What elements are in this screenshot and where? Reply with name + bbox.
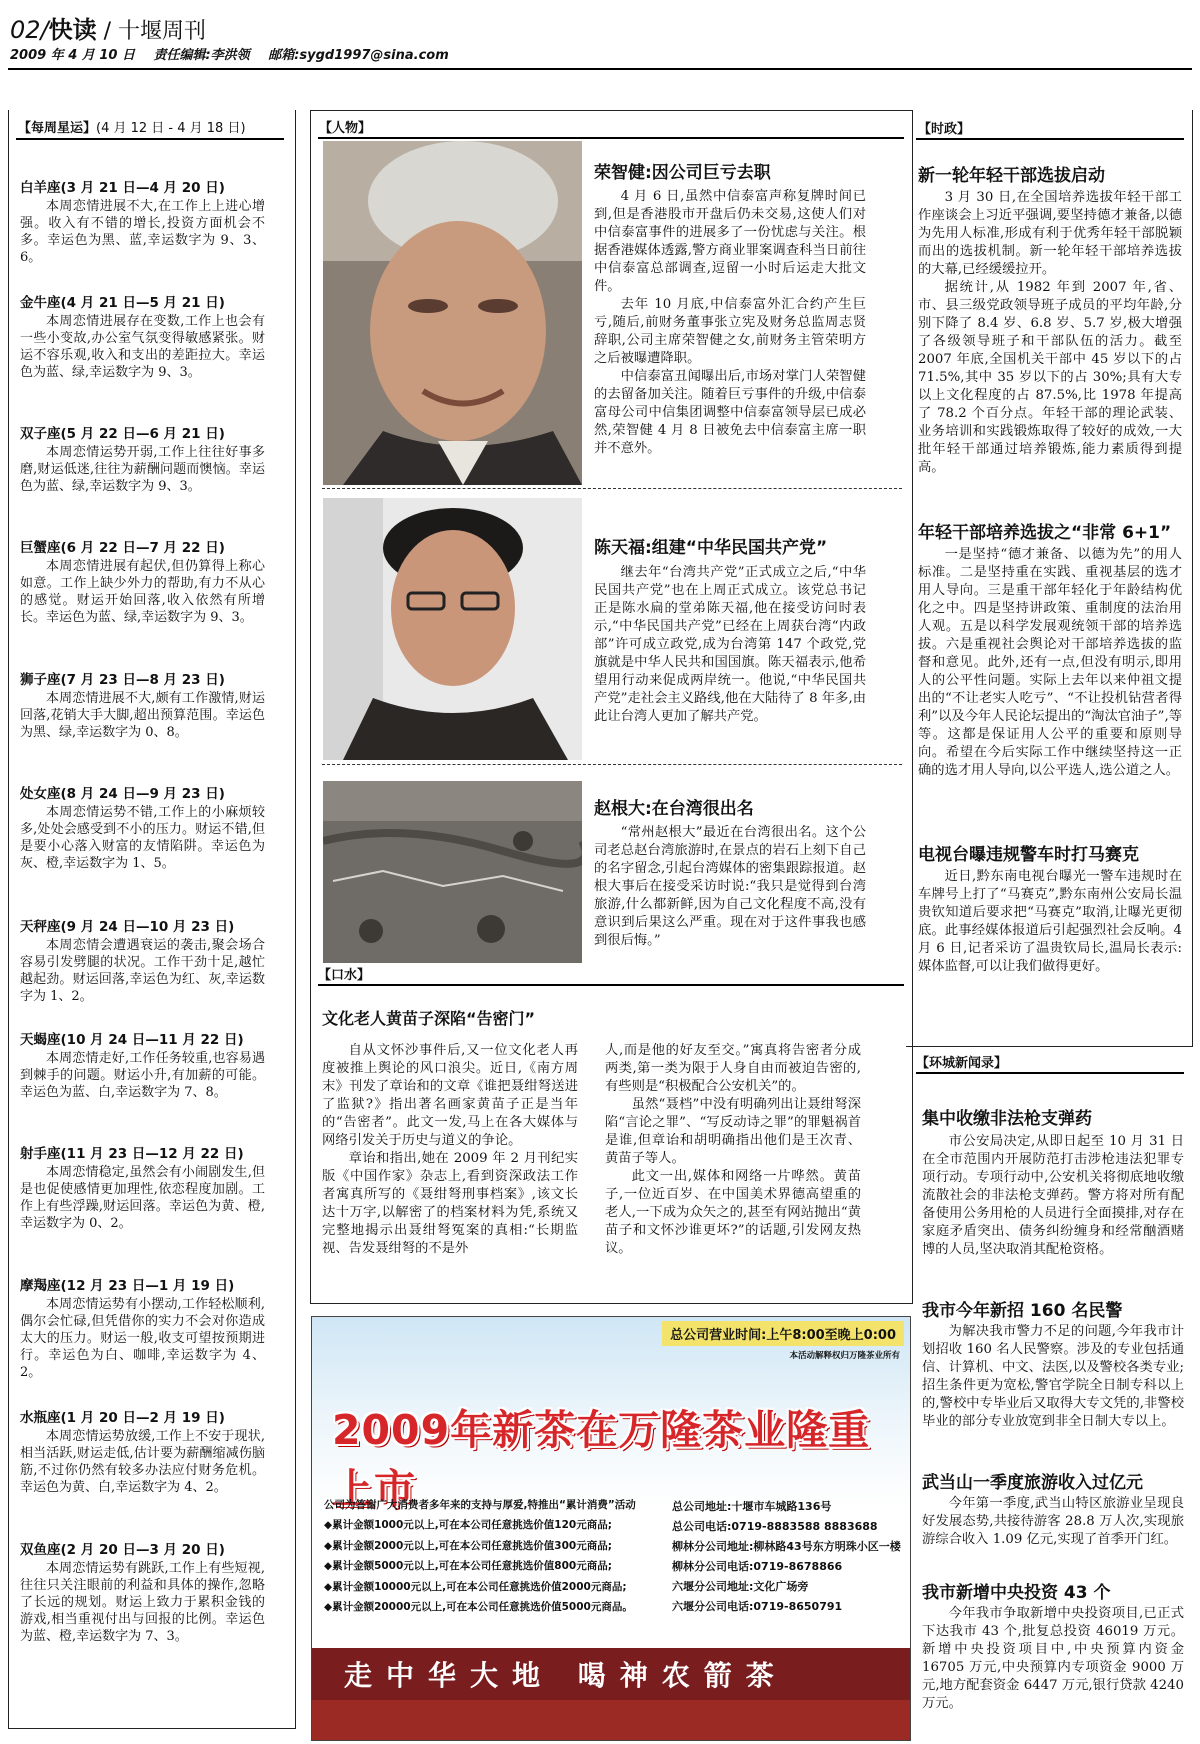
masthead <box>10 10 206 45</box>
sign-text: 本周恋情运势放缓,工作上不安于现状,相当活跃,财运走低,估计要为薪酬缩减伤脑筋,不过你仍然有较多办法应付财务危机。幸运色为黄、白,幸运数字为 4、2。 <box>20 1429 265 1495</box>
ad-tier: ◆累计金额20000元以上,可在本公司任意挑选价值5000元商品。 <box>324 1601 633 1613</box>
portrait-photo-rong <box>323 141 582 485</box>
page-number: 02/ <box>10 16 49 44</box>
paragraph: 自从文怀沙事件后,又一位文化老人再度被推上舆论的风口浪尖。近日,《南方周末》刊发了章诒和的文章《谁把聂绀弩送进了监狱?》指出著名画家黄苗子正是当年的“告密者”。此文一发,马上在各大媒体与网络引发关于历史与道义的争论。 <box>322 1043 578 1148</box>
ad-headline: 2009年新茶在万隆茶业隆重上市 <box>332 1406 871 1513</box>
issue-date: 2009 年 4 月 10 日 <box>10 48 135 63</box>
paragraph: 今年第一季度,武当山特区旅游业呈现良好发展态势,共接待游客 28.8 万人次,实现旅游综合收入 1.09 亿元,实现了首季开门红。 <box>922 1496 1184 1547</box>
paragraph: 去年 10 月底,中信泰富外汇合约产生巨亏,随后,前财务董事张立宪及财务总监周志贤辞职,公司主席荣智健之女,前财务主管荣明方之后被曝遭降职。 <box>594 297 866 366</box>
paragraph: “常州赵根大”最近在台湾很出名。这个公司老总赵台湾旅游时,在景点的岩石上刻下自己的名字留念,引起台湾媒体的密集跟踪报道。赵根大事后在接受采访时说:“我只是觉得到台湾旅游,什么都新鲜,因为自己文化程度不高,没有意识到后果这么严重。现在对于这件事我也感到很后悔。” <box>594 825 866 948</box>
city-news-label: 【环城新闻录】 <box>916 1056 1008 1071</box>
ad-address: 六堰分公司地址:文化广场旁 <box>672 1580 809 1593</box>
article-body <box>918 189 1182 477</box>
section-name: 快读 <box>48 16 97 44</box>
article-title: 赵根大:在台湾很出名 <box>594 799 754 819</box>
people-label: 【人物】 <box>319 121 372 136</box>
article-title: 我市今年新招 160 名民警 <box>922 1301 1123 1321</box>
article-title: 电视台曝违规警车时打马赛克 <box>918 845 1139 865</box>
sign-title: 摩羯座(12 月 23 日—1 月 19 日) <box>20 1278 235 1294</box>
paragraph: 一是坚持“德才兼备、以德为先”的用人标准。二是坚持重在实践、重视基层的选才用人导向。三是重干部年轻化于年龄结构优化之中。四是坚持讲政策、重制度的法治用人观。五是以科学发展观统领干部的培养选拔。六是重视社会舆论对干部培养选拔的监督和意见。此外,还有一点,但没有明示,即用人的公平性问题。实际上去年以来仲祖文提出的“不让老实人吃亏”、“不让投机钻营者得利”以及今年人民论坛提出的“淘汰官油子”,等等。这都是保证用人公平的重要和原则导向。希望在今后实际工作中继续坚持这一正确的选才用人导向,以公平选人,选公道之人。 <box>918 547 1182 778</box>
header-rule <box>8 68 1192 70</box>
dashed-divider <box>322 764 902 765</box>
sign-title: 金牛座(4 月 21 日—5 月 21 日) <box>20 295 225 311</box>
article-title: 陈天福:组建“中华民国共产党” <box>594 538 828 558</box>
paragraph: 据统计,从 1982 年到 2007 年,省、市、县三级党政领导班子成员的平均年龄,分别下降了 8.4 岁、6.8 岁、5.7 岁,极大增强了各级领导班子和干部队伍的活力。截至 2007 年底,全国机关干部中 45 岁以下的占 71.5%,其中 35 岁以下的占 30%;具有大专以上文化程度的占 87.5%,比 1978 年提高了 78.2 个百分点。年轻干部的理论武装、业务培训和实践锻炼取得了较好的成效,一大批年轻干部通过培养锻炼,能力素质得到提高。 <box>918 280 1182 475</box>
article-body <box>922 1133 1184 1259</box>
koushui-label: 【口水】 <box>318 968 371 983</box>
paragraph: 继去年“台湾共产党”正式成立之后,“中华民国共产党”也在上周正式成立。该党总书记正是陈水扁的堂弟陈天福,他在接受访问时表示,“中华民国共产党”已经在上周获台湾“内政部”许可成立政党,成为台湾第 147 个政党,党旗就是中华人民共和国国旗。陈天福表示,他希望用行动来促成两岸统一。他说,“中华民国共产党”走社会主义路线,他在大陆待了 8 年多,由此让台湾人更加了解共产党。 <box>594 565 866 724</box>
ad-address: 总公司电话:0719-8883588 8883688 <box>672 1520 878 1533</box>
sign-sagittarius <box>20 1142 265 1232</box>
sign-cancer <box>20 536 265 626</box>
sign-title: 水瓶座(1 月 20 日—2 月 19 日) <box>20 1410 225 1426</box>
ad-tier-list <box>324 1515 633 1618</box>
ad-tier: ◆累计金额5000元以上,可在本公司任意挑选价值800元商品; <box>324 1560 612 1572</box>
article-title: 荣智健:因公司巨亏去职 <box>594 163 771 183</box>
ad-address: 六堰分公司电话:0719-8650791 <box>672 1600 843 1613</box>
article-body <box>918 546 1182 780</box>
paragraph: 中信泰富丑闻曝出后,市场对掌门人荣智健的去留备加关注。随着巨亏事件的升级,中信泰富母公司中信集团调整中信泰富领导层已成必然,荣智健 4 月 8 日被免去中信泰富主席一职并不意外。 <box>594 369 866 456</box>
ad-tier: ◆累计金额1000元以上,可在本公司任意挑选价值120元商品; <box>324 1519 612 1531</box>
city-news-rule <box>916 1072 1184 1074</box>
paragraph: 市公安局决定,从即日起至 10 月 31 日在全市范围内开展防范打击涉枪违法犯罪专项行动。专项行动中,公安机关将彻底地收缴流散社会的非法枪支弹药。警方将对所有配备使用公务用枪的人员进行全面摸排,对存在家庭矛盾突出、债务纠纷缠身和经常酗酒赌博的人员,坚决取消其配枪资格。 <box>922 1134 1184 1257</box>
editor-credit: 责任编辑:李洪领 <box>153 48 250 63</box>
koushui-col-1 <box>322 1042 578 1258</box>
sign-gemini <box>20 422 265 495</box>
koushui-col-2 <box>605 1042 861 1258</box>
ad-address-list <box>672 1497 901 1617</box>
paragraph: 今年我市争取新增中央投资项目,已正式下达我市 43 个,批复总投资 46019 万元。新增中央投资项目中,中央预算内资金 16705 万元,中央预算内专项资金 9000 万元,地方配套资金 6447 万元,银行贷款 4240 万元。 <box>922 1606 1184 1711</box>
ad-intro: 公司为答谢广大消费者多年来的支持与厚爱,特推出“累计消费”活动 <box>324 1499 636 1511</box>
sign-title: 天秤座(9 月 24 日—10 月 23 日) <box>20 919 235 935</box>
sign-aquarius <box>20 1406 265 1496</box>
sign-title: 处女座(8 月 24 日—9 月 23 日) <box>20 786 225 802</box>
article-body <box>594 824 866 950</box>
horoscope-title: 【每周星运】 <box>18 121 97 136</box>
article-title: 集中收缴非法枪支弹药 <box>922 1109 1092 1129</box>
sign-text: 本周恋情进展不大,在工作上上进心增强。收入有不错的增长,投资方面机会不多。幸运色为黑、蓝,幸运数字为 9、3、6。 <box>20 199 265 265</box>
article-body <box>922 1323 1184 1431</box>
sign-capricorn <box>20 1274 265 1381</box>
sign-text: 本周恋情运势不错,工作上的小麻烦较多,处处会感受到不小的压力。财运不错,但是要小心落入财富的友情陷阱。幸运色为灰、橙,幸运数字为 1、5。 <box>20 805 265 871</box>
header-meta <box>10 44 463 63</box>
sign-text: 本周恋情走好,工作任务较重,也容易遇到棘手的问题。财运小升,有加薪的可能。幸运色为蓝、白,幸运数字为 7、8。 <box>20 1051 265 1100</box>
separator: / <box>96 19 119 44</box>
sign-title: 射手座(11 月 23 日—12 月 22 日) <box>20 1146 244 1162</box>
portrait-rong-image <box>323 141 582 485</box>
ad-address: 柳林分公司地址:柳林路43号东方明珠小区一楼 <box>672 1540 901 1553</box>
paragraph: 3 月 30 日,在全国培养选拔年轻干部工作座谈会上习近平强调,要坚持德才兼备,以德为先用人标准,形成有利于优秀年轻干部脱颖而出的选拔机制。新一轮年轻干部培养选拔的大幕,已经缓缓拉开。 <box>918 190 1182 277</box>
sign-aries <box>20 176 265 266</box>
paragraph: 人,而是他的好友至交。”寓真将告密者分成两类,第一类为限于人身自由而被迫告密的,有些则是“积极配合公安机关”的。 <box>605 1043 861 1094</box>
rock-carving-image <box>323 781 582 963</box>
sign-title: 天蝎座(10 月 24 日—11 月 22 日) <box>20 1032 244 1048</box>
portrait-photo-chen <box>323 498 582 760</box>
sign-title: 巨蟹座(6 月 22 日—7 月 22 日) <box>20 540 225 556</box>
ad-storefront <box>312 1700 910 1740</box>
sign-title: 双子座(5 月 22 日—6 月 21 日) <box>20 426 225 442</box>
ad-address: 总公司地址:十堰市车城路136号 <box>672 1500 832 1513</box>
editor-email: 邮箱:sygd1997@sina.com <box>268 48 449 63</box>
sign-text: 本周恋情运势开弱,工作上往往好事多磨,财运低迷,往往为薪酬问题而懊恼。幸运色为蓝、绿,幸运数字为 9、3。 <box>20 445 265 494</box>
horoscope-date-range: (4 月 12 日 - 4 月 18 日) <box>96 121 246 136</box>
article-body <box>922 1605 1184 1713</box>
paragraph: 此文一出,媒体和网络一片哗然。黄苗子,一位近百岁、在中国美术界德高望重的老人,一下成为众矢之的,甚至有网站抛出“黄苗子和文怀沙谁更坏?”的话题,引发网友热议。 <box>605 1169 861 1256</box>
sign-scorpio <box>20 1028 265 1101</box>
ad-banner-slogan: 走中华大地 喝神农箭茶 <box>344 1659 788 1692</box>
ad-tier: ◆累计金额10000元以上,可在本公司任意挑选价值2000元商品; <box>324 1580 627 1593</box>
article-title: 年轻干部培养选拔之“非常 6+1” <box>918 523 1172 543</box>
article-body <box>918 868 1182 976</box>
sign-text: 本周恋情运势有跳跃,工作上有些短视,往往只关注眼前的利益和具体的操作,忽略了长远的规划。财运上致力于累积金钱的游戏,相当重视付出与回报的比例。幸运色为蓝、橙,幸运数字为 7、3。 <box>20 1561 265 1644</box>
article-body <box>594 564 866 726</box>
paragraph: 4 月 6 日,虽然中信泰富声称复牌时间已到,但是香港股市开盘后仍未交易,这使人们对中信泰富事件的进展多了一份忧虑与关注。根据香港媒体透露,警方商业罪案调查科当日前往中信泰富总部调查,逗留一小时后运走大批文件。 <box>594 189 866 294</box>
publication-name: 十堰周刊 <box>118 19 207 44</box>
sign-pisces <box>20 1538 265 1645</box>
politics-label: 【时政】 <box>918 122 971 137</box>
article-body <box>922 1495 1184 1549</box>
sign-text: 本周恋情进展不大,颇有工作激情,财运回落,花销大手大脚,超出预算范围。幸运色为黑、绿,幸运数字为 0、8。 <box>20 691 265 740</box>
ad-tier: ◆累计金额2000元以上,可在本公司任意挑选价值300元商品; <box>324 1539 612 1552</box>
sign-title: 狮子座(7 月 23 日—8 月 23 日) <box>20 672 225 688</box>
ad-business-hours: 总公司营业时间:上午8:00至晚上0:00 <box>662 1321 904 1346</box>
ad-store-banner <box>312 1648 910 1740</box>
koushui-rule <box>318 984 904 986</box>
sign-title: 双鱼座(2 月 20 日—3 月 20 日) <box>20 1542 225 1558</box>
rock-carving-photo <box>323 781 582 963</box>
sign-text: 本周恋情会遭遇衰运的袭击,聚会场合容易引发劈腿的状况。工作干劲十足,越忙越起劲。财运回落,幸运色为红、灰,幸运数字为 1、2。 <box>20 938 265 1004</box>
dashed-divider <box>322 488 902 489</box>
sign-text: 本周恋情进展存在变数,工作上也会有一些小变故,办公室气氛变得敏感紧张。财运不容乐观,收入和支出的差距拉大。幸运色为蓝、绿,幸运数字为 9、3。 <box>20 314 265 380</box>
ad-rights-note: 本活动解释权归万隆茶业所有 <box>789 1351 900 1361</box>
paragraph: 近日,黔东南电视台曝光一警车违规时在车牌号上打了“马赛克”,黔东南州公安局长温贵钦知道后要求把“马赛克”取消,让曝光更彻底。此事经媒体报道后引起强烈社会反响。4 月 6 日,记者采访了温贵钦局长,温局长表示:媒体监督,可以让我们做得更好。 <box>918 869 1182 974</box>
sign-taurus <box>20 291 265 381</box>
article-title: 新一轮年轻干部选拔启动 <box>918 166 1105 186</box>
article-title: 武当山一季度旅游收入过亿元 <box>922 1473 1143 1493</box>
sign-virgo <box>20 782 265 872</box>
page-header <box>8 4 1192 66</box>
article-title: 我市新增中央投资 43 个 <box>922 1583 1111 1603</box>
people-rule <box>318 137 904 139</box>
article-title: 文化老人黄苗子深陷“告密门” <box>322 1009 536 1028</box>
horoscope-rule <box>16 138 284 140</box>
ad-address: 柳林分公司电话:0719-8678866 <box>672 1560 843 1573</box>
sign-text: 本周恋情运势有小摆动,工作轻松顺利,偶尔会忙碌,但凭借你的实力不会对你造成太大的压力。财运一般,收支可望按预期进行。幸运色为白、咖啡,幸运数字为 4、2。 <box>20 1297 265 1380</box>
paragraph: 章诒和指出,她在 2009 年 2 月刊纪实版《中国作家》杂志上,看到资深政法工作者寓真所写的《聂绀弩刑事档案》,该文长达十万字,以解密了的档案材料为凭,系统又完整地揭示出聂绀弩冤案的真相:“长期监视、告发聂绀弩的不是外 <box>322 1151 578 1256</box>
paragraph: 虽然“聂档”中没有明确列出让聂绀弩深陷“言论之罪”、“写反动诗之罪”的罪魁祸首是谁,但章诒和胡明确指出他们是王次青、黄苗子等人。 <box>605 1097 861 1166</box>
sign-libra <box>20 915 265 1005</box>
sign-text: 本周恋情进展有起伏,但仍算得上称心如意。工作上缺少外力的帮助,有力不从心的感觉。财运开始回落,收入依然有所增长。幸运色为蓝、绿,幸运数字为 9、3。 <box>20 559 265 625</box>
portrait-chen-image <box>323 498 582 760</box>
paragraph: 为解决我市警力不足的问题,今年我市计划招收 160 名人民警察。涉及的专业包括通信、计算机、中文、法医,以及警校各类专业;招生条件更为宽松,警官学院全日制专科以上的,警校中专毕业后又取得大专文凭的,非警校毕业的部分专业放宽到非全日制大专以上。 <box>922 1324 1184 1429</box>
sign-title: 白羊座(3 月 21 日—4 月 20 日) <box>20 180 225 196</box>
sign-text: 本周恋情稳定,虽然会有小闹剧发生,但是也促使感情更加理性,依恋程度加剧。工作上有些浮躁,财运回落。幸运色为黄、橙,幸运数字为 0、2。 <box>20 1165 265 1231</box>
article-body <box>594 188 866 458</box>
sign-leo <box>20 668 265 741</box>
politics-rule <box>916 138 1184 140</box>
horoscope-label <box>18 117 246 136</box>
tea-advertisement <box>311 1316 911 1741</box>
